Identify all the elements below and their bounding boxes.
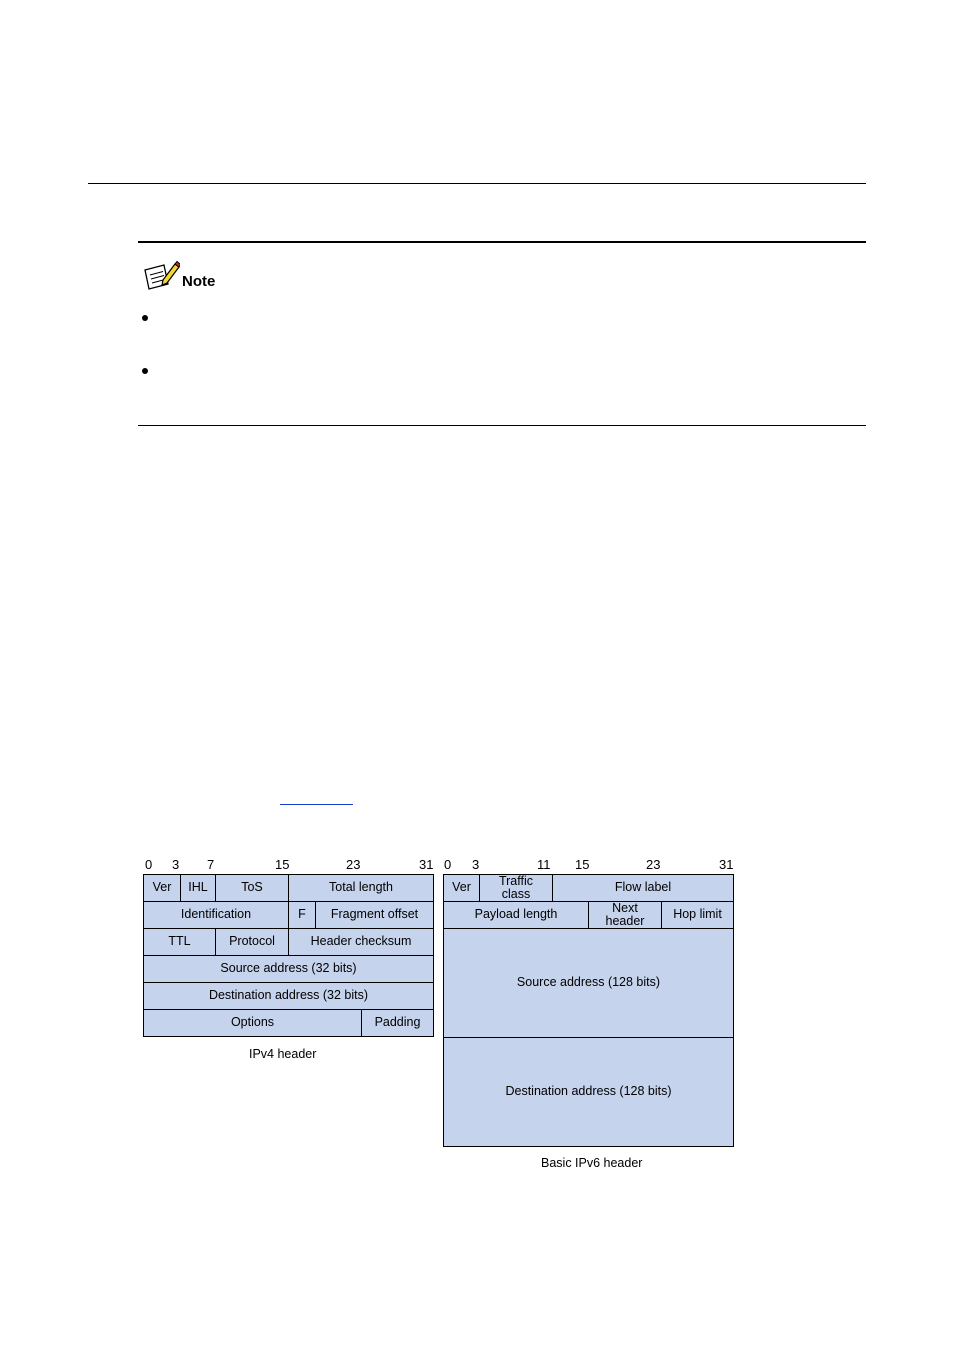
ipv4-tick: 31 [419,857,434,872]
ipv4-caption: IPv4 header [249,1047,317,1061]
ipv4-padding-field: Padding [361,1009,434,1037]
ipv4-tick: 0 [145,857,153,872]
ipv4-tick: 15 [275,857,290,872]
page-top-rule [88,183,866,184]
ipv4-destination-address-field: Destination address (32 bits) [143,982,434,1010]
ipv6-tick: 31 [719,857,734,872]
notepad-pencil-icon [142,260,180,290]
ipv6-ver-field: Ver [443,874,480,902]
ipv4-protocol-field: Protocol [215,928,289,956]
ipv4-tick: 3 [172,857,180,872]
ipv4-ver-field: Ver [143,874,181,902]
ipv6-flow-label-field: Flow label [552,874,734,902]
ipv6-next-header-field: Next header [588,901,662,929]
ipv4-tick: 7 [207,857,215,872]
note-bullet-1 [142,315,148,321]
ipv4-fragment-offset-field: Fragment offset [315,901,434,929]
ipv6-caption: Basic IPv6 header [541,1156,643,1170]
figure-link[interactable] [280,804,353,805]
ipv6-tick: 23 [646,857,661,872]
ipv4-tick: 23 [346,857,361,872]
note-bottom-rule [138,425,866,426]
note-bullet-2 [142,368,148,374]
note-label: Note [182,273,216,290]
ipv4-identification-field: Identification [143,901,289,929]
ipv6-tick: 3 [472,857,480,872]
ipv6-destination-address-field: Destination address (128 bits) [443,1037,734,1147]
ipv4-tos-field: ToS [215,874,289,902]
ipv4-header-checksum-field: Header checksum [288,928,434,956]
ipv4-ttl-field: TTL [143,928,216,956]
ipv6-tick: 0 [444,857,452,872]
ipv6-traffic-class-field: Traffic class [479,874,553,902]
ipv4-total-length-field: Total length [288,874,434,902]
ipv6-hop-limit-field: Hop limit [661,901,734,929]
ipv4-flags-field: F [288,901,316,929]
note-top-rule [138,241,866,243]
ipv6-tick: 15 [575,857,590,872]
ipv6-payload-length-field: Payload length [443,901,589,929]
ipv6-source-address-field: Source address (128 bits) [443,928,734,1038]
ipv4-ihl-field: IHL [180,874,216,902]
ipv4-options-field: Options [143,1009,362,1037]
ipv6-tick: 11 [537,857,551,872]
ipv4-source-address-field: Source address (32 bits) [143,955,434,983]
